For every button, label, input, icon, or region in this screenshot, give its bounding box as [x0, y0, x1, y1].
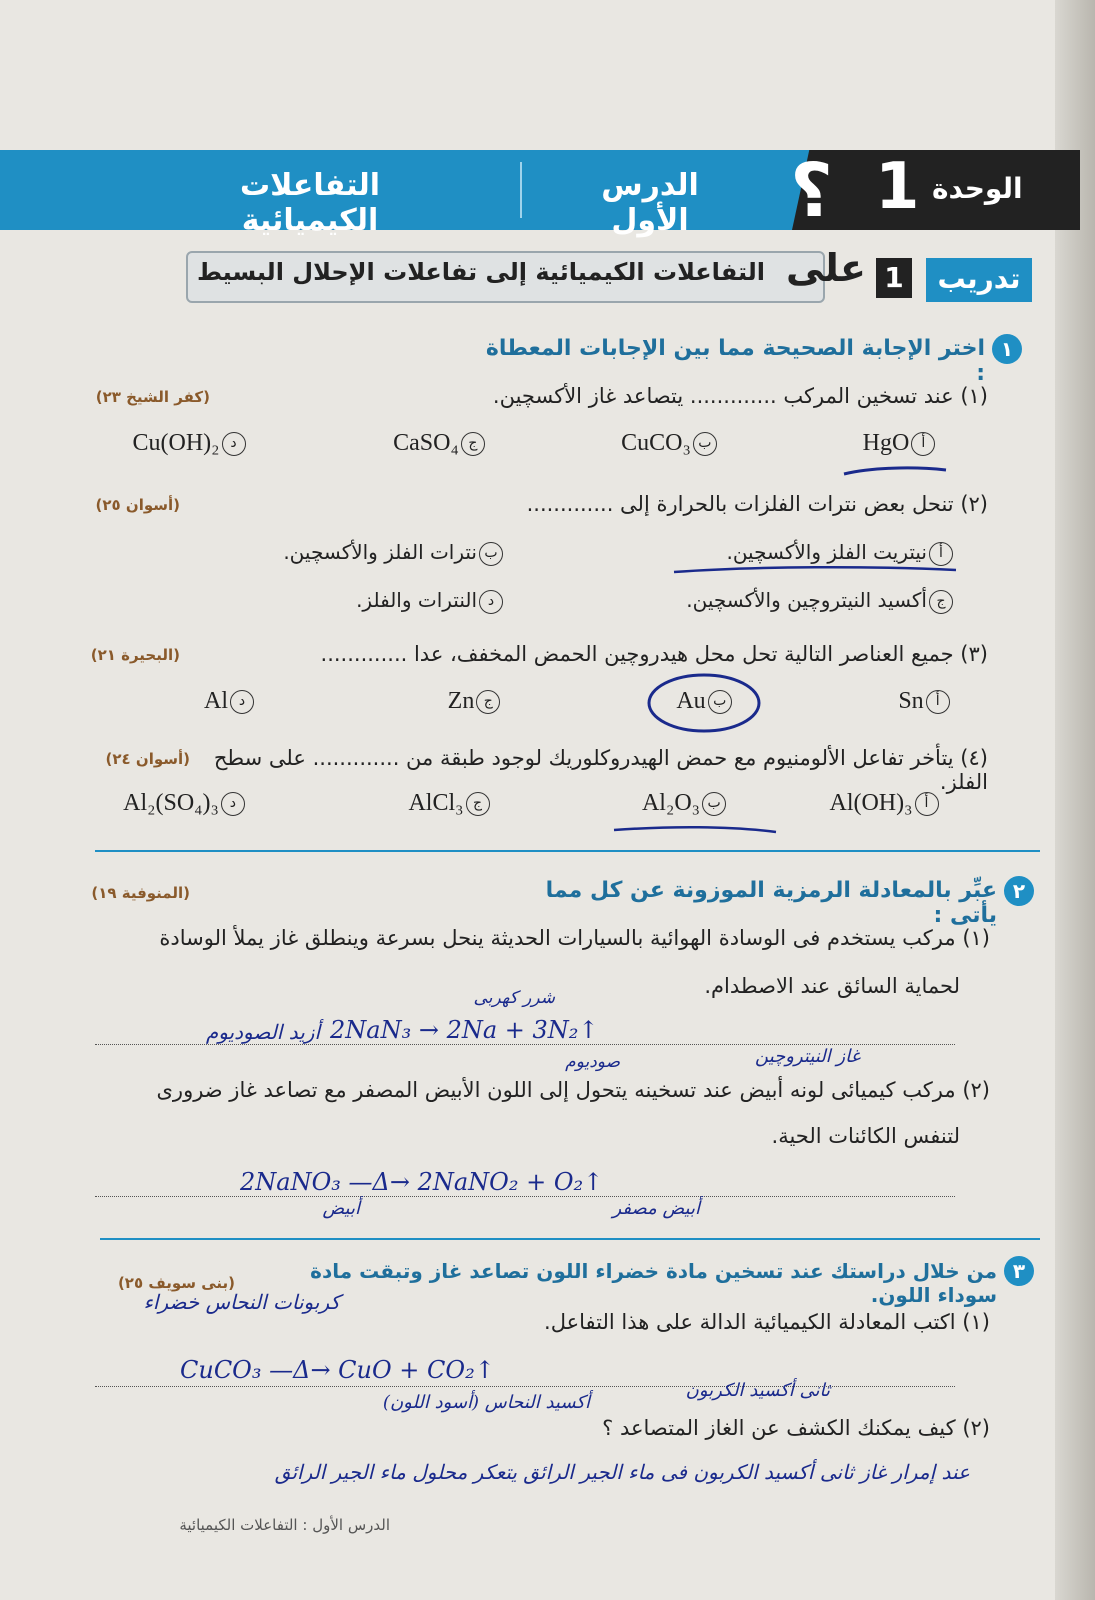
handwritten-note: غاز النيتروچين: [755, 1046, 860, 1067]
question-3-source: (بنى سويف ٢٥): [117, 1274, 235, 1292]
q1-item1-option-b[interactable]: CuCO₃ ب: [600, 430, 740, 457]
q2-item1-text: (١) مركب يستخدم فى الوسادة الهوائية بالسيارات الحديثة ينحل بسرعة وينطلق غاز يملأ الوسادة: [159, 926, 990, 950]
handwritten-note: أبيض: [322, 1198, 360, 1219]
q1-item1-source: (كفر الشيخ ٢٣): [95, 388, 210, 406]
question-3-number: ٣: [1004, 1256, 1034, 1286]
handwritten-note: أبيض مصفر: [612, 1198, 700, 1219]
q1-item1-option-a[interactable]: HgO أ: [840, 430, 960, 457]
q1-item3-option-c[interactable]: Zn ج: [430, 688, 520, 715]
q3-item2-text: (٢) كيف يمكنك الكشف عن الغاز المتصاعد ؟: [602, 1416, 990, 1440]
q1-item2-text: (٢) تنحل بعض نترات الفلزات بالحرارة إلى .............: [526, 492, 988, 516]
q1-item4-option-c[interactable]: AlCl₃ ج: [390, 790, 510, 817]
q3-item1-answer: CuCO₃ —Δ→ CuO + CO₂↑: [180, 1356, 495, 1384]
page-edge: [1055, 0, 1095, 1600]
q1-item2-option-c[interactable]: جأكسيد النيتروچين والأكسچين.: [600, 588, 955, 614]
q2-item1-text-cont: لحماية السائق عند الاصطدام.: [704, 974, 960, 998]
answer-line: [95, 1196, 955, 1197]
question-2-source: (المنوفية ١٩): [91, 884, 190, 902]
handwritten-note: كربونات النحاس خضراء: [143, 1290, 340, 1314]
q1-item3-source: (البحيرة ٢١): [90, 646, 180, 664]
question-mark-icon: ؟: [790, 148, 833, 234]
q2-item1-answer: 2NaN₃ → 2Na + 3N₂↑: [330, 1016, 599, 1044]
answer-circle-mark: [644, 670, 764, 736]
q1-item3-option-d[interactable]: Al د: [190, 688, 270, 715]
q1-item4-source: (أسوان ٢٤): [105, 750, 190, 768]
question-3-heading: من خلال دراستك عند تسخين مادة خضراء اللون تصاعد غاز وتبقت مادة سوداء اللون.: [310, 1259, 997, 1307]
training-number: 1: [876, 258, 912, 298]
page-footer: الدرس الأول : التفاعلات الكيميائية: [179, 1516, 390, 1534]
training-ala: على: [786, 246, 866, 290]
unit-number: 1: [875, 150, 920, 224]
q1-item3-text: (٣) جميع العناصر التالية تحل محل هيدروچين الحمض المخفف، عدا .............: [320, 642, 988, 666]
section-divider: [100, 1238, 1040, 1240]
training-title: التفاعلات الكيميائية إلى تفاعلات الإحلال البسيط: [196, 258, 765, 286]
training-label: تدريب: [926, 258, 1032, 302]
question-2-number: ٢: [1004, 876, 1034, 906]
q2-item2-text-cont: لتنفس الكائنات الحية.: [771, 1124, 960, 1148]
lesson-title: الدرس الأول: [601, 168, 699, 238]
handwritten-note: شرر كهربى: [473, 988, 555, 1008]
handwritten-note: ثانى أكسيد الكربون: [685, 1380, 830, 1401]
q1-item3-option-a[interactable]: Sn أ: [880, 688, 970, 715]
q1-item4-option-a[interactable]: Al(OH)₃ أ: [810, 790, 960, 817]
answer-underline-mark: [840, 460, 950, 480]
handwritten-note: صوديوم: [565, 1052, 620, 1072]
q1-item4-option-b[interactable]: Al₂O₃ ب: [620, 790, 750, 817]
q1-item4-option-d[interactable]: Al₂(SO₄)₃ د: [100, 790, 270, 817]
question-1-heading: اختر الإجابة الصحيحة مما بين الإجابات المعطاة :: [485, 336, 985, 386]
q1-item1-text: (١) عند تسخين المركب ............. يتصاعد غاز الأكسچين.: [492, 384, 988, 408]
q1-item4-text: (٤) يتأخر تفاعل الألومنيوم مع حمض الهيدروكلوريك لوجود طبقة من ............. على سطح الفلز.: [213, 746, 988, 794]
q3-item2-answer: عند إمرار غاز ثانى أكسيد الكربون فى ماء الجير الرائق يتعكر محلول ماء الجير الرائق: [274, 1460, 970, 1484]
q1-item2-option-d[interactable]: دالنترات والفلز.: [300, 588, 505, 614]
q1-item3-option-b[interactable]: Au ب: [660, 688, 750, 715]
answer-line: [95, 1044, 955, 1045]
header-separator: [520, 162, 522, 218]
question-2-heading: عبِّر بالمعادلة الرمزية الموزونة عن كل مما يأتى :: [545, 878, 997, 928]
handwritten-note: أزيد الصوديوم: [205, 1020, 320, 1044]
section-divider: [95, 850, 1040, 852]
unit-label: الوحدة: [932, 172, 1023, 205]
handwritten-note: أكسيد النحاس (أسود اللون): [382, 1392, 590, 1413]
q1-item1-option-d[interactable]: Cu(OH)₂ د: [110, 430, 270, 457]
topic-title: التفاعلات الكيميائية: [239, 168, 381, 238]
q3-item1-text: (١) اكتب المعادلة الكيميائية الدالة على هذا التفاعل.: [544, 1310, 990, 1334]
q2-item2-text: (٢) مركب كيميائى لونه أبيض عند تسخينه يتحول إلى اللون الأبيض المصفر مع تصاعد غاز ضرورى: [156, 1078, 990, 1102]
answer-underline-mark: [670, 562, 960, 580]
q1-item1-option-c[interactable]: CaSO₄ ج: [370, 430, 510, 457]
q2-item2-answer: 2NaNO₃ —Δ→ 2NaNO₂ + O₂↑: [240, 1168, 604, 1196]
q1-item2-option-b[interactable]: بنترات الفلز والأكسچين.: [200, 540, 505, 566]
q1-item2-source: (أسوان ٢٥): [95, 496, 180, 514]
answer-underline-mark: [610, 822, 780, 838]
question-1-number: ١: [992, 334, 1022, 364]
q1-item2-option-a[interactable]: أنيتريت الفلز والأكسچين.: [640, 540, 955, 566]
